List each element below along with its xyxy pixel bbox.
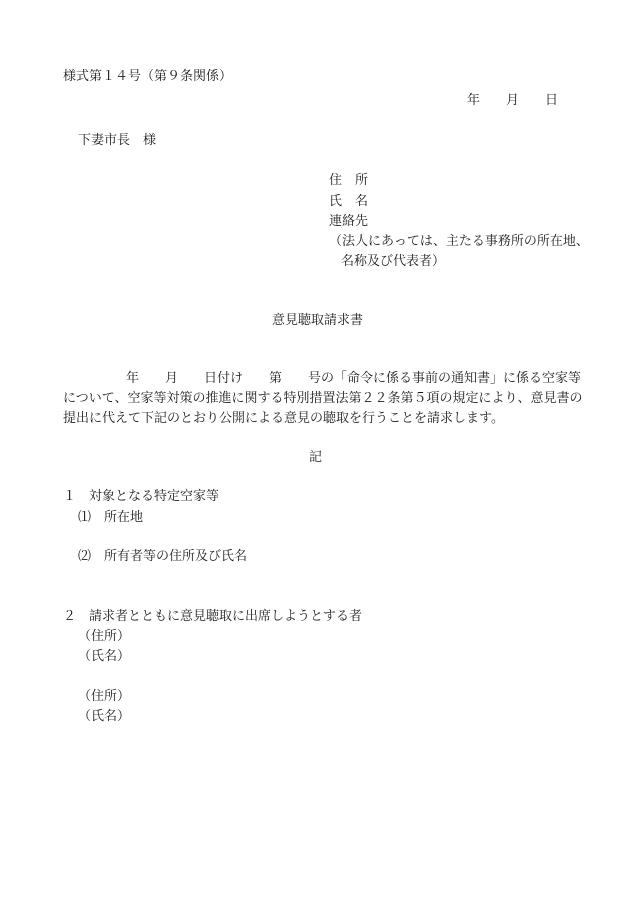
corporation-note-line2: 名称及び代表者） <box>341 254 446 269</box>
name-label: 氏 名 <box>329 194 369 209</box>
corporation-note-line1: （法人にあっては、主たる事務所の所在地、 <box>329 234 589 249</box>
section1-item-location: ⑴ 所在地 <box>78 510 144 525</box>
addressee: 下妻市長 様 <box>78 133 157 148</box>
contact-label: 連絡先 <box>329 214 369 229</box>
attendee-name-label: （氏名） <box>78 709 131 724</box>
attendee-address-label: （住所） <box>78 689 131 704</box>
ki-label: 記 <box>309 450 323 465</box>
section1-item-owner: ⑵ 所有者等の住所及び氏名 <box>78 549 248 564</box>
document-title: 意見聴取請求書 <box>272 313 364 328</box>
attendee-address-label: （住所） <box>78 629 131 644</box>
date-line: 年 月 日 <box>467 93 559 108</box>
body-line-2: について、空家等対策の推進に関する特別措置法第２２条第５項の規定により、意見書の <box>63 391 583 406</box>
form-number: 様式第１４号（第９条関係） <box>63 69 233 84</box>
section2-heading: ２ 請求者とともに意見聴取に出席しようとする者 <box>63 609 363 624</box>
section1-heading: １ 対象となる特定空家等 <box>63 489 220 504</box>
body-line-3: 提出に代えて下記のとおり公開による意見の聴取を行うことを請求します。 <box>63 411 504 426</box>
attendee-name-label: （氏名） <box>78 649 131 664</box>
body-line-1: 年 月 日付け 第 号の「命令に係る事前の通知書」に係る空家等 <box>126 371 582 386</box>
address-label: 住 所 <box>329 173 369 188</box>
